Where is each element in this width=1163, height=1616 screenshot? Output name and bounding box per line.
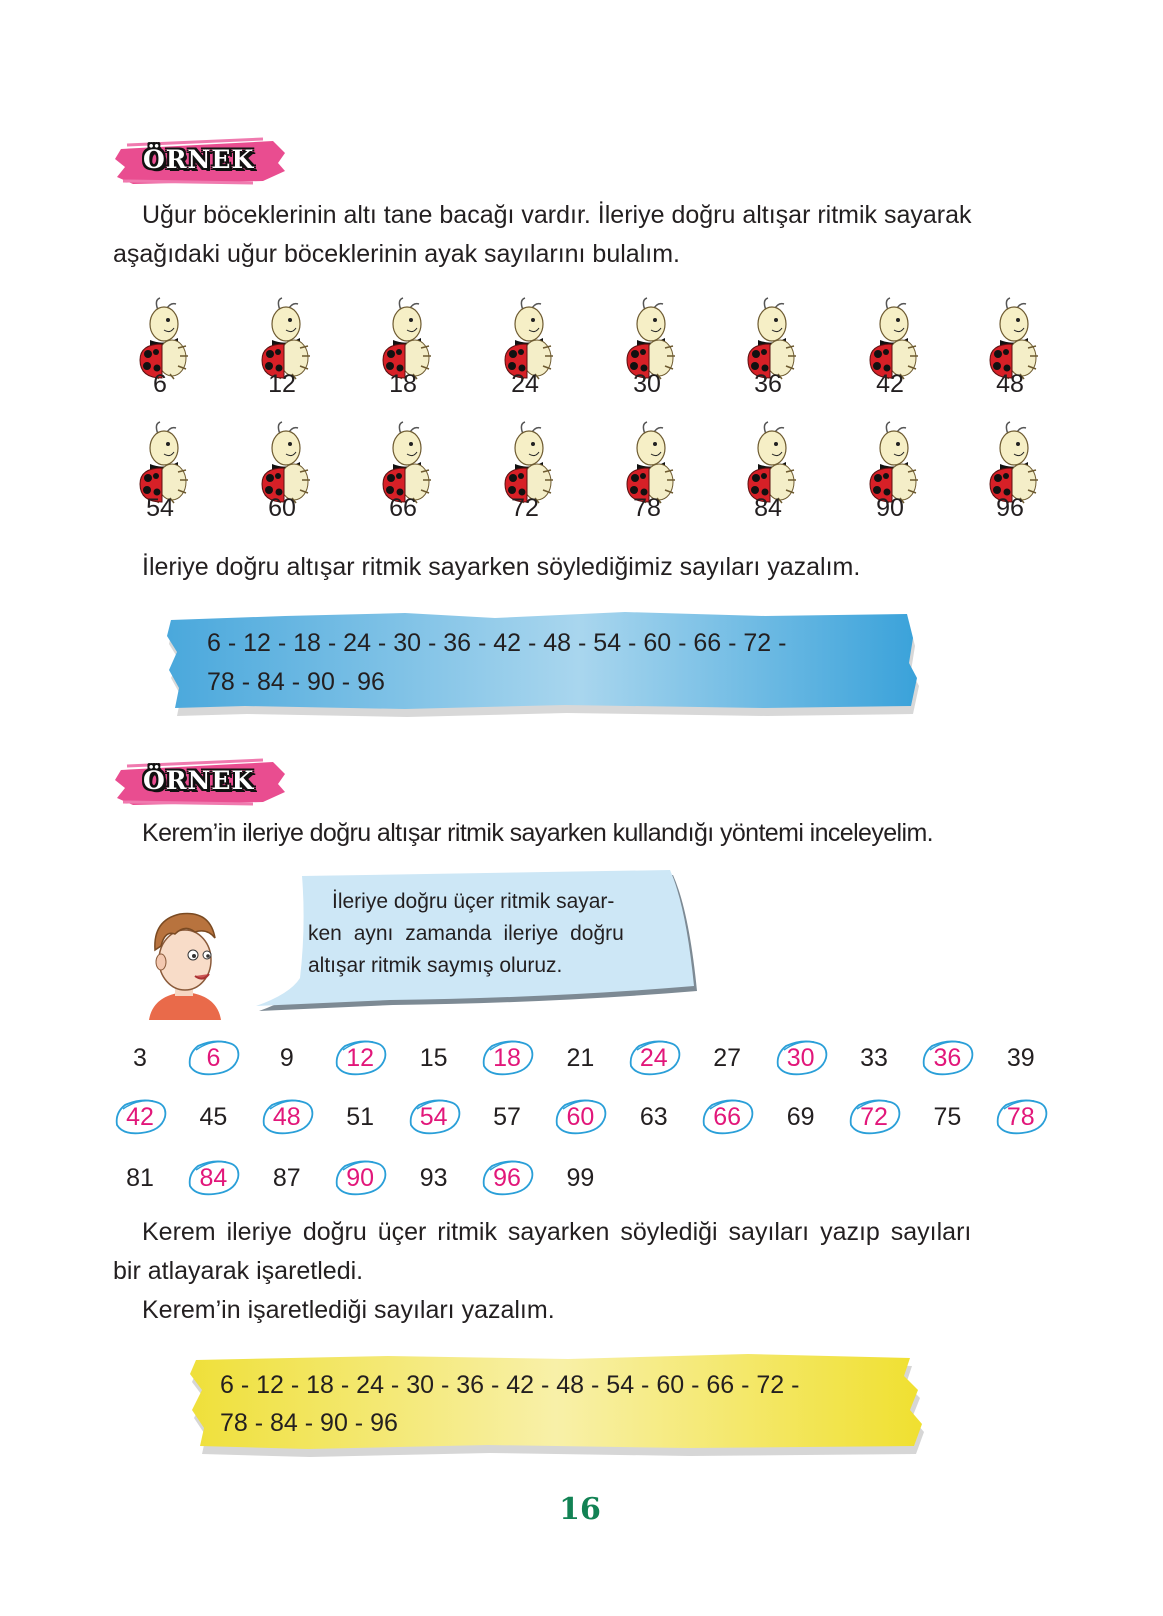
page-number: 16	[559, 1492, 601, 1527]
circled-number: 30	[771, 1043, 831, 1073]
explanation-line: bir atlayarak işaretledi.	[113, 1257, 364, 1285]
number: 27	[713, 1044, 742, 1072]
circled-number: 84	[183, 1163, 243, 1193]
number: 39	[1006, 1044, 1035, 1072]
circled-number: 60	[550, 1102, 610, 1132]
number: 57	[493, 1103, 521, 1131]
number: 15	[419, 1044, 448, 1072]
number: 99	[566, 1164, 595, 1192]
circled-number: 96	[477, 1163, 537, 1193]
number: 69	[786, 1103, 815, 1131]
ladybug-icon	[134, 296, 190, 380]
yellow-answer-box	[188, 1350, 928, 1458]
ladybug-leg-count: 42	[876, 370, 904, 398]
circled-number: 42	[110, 1102, 170, 1132]
number: 75	[933, 1103, 962, 1131]
intro-paragraph-1	[113, 196, 972, 274]
ladybug-leg-count: 30	[633, 370, 661, 398]
circled-number: 66	[697, 1102, 757, 1132]
ladybug-leg-count: 96	[996, 494, 1024, 522]
circled-number: 12	[330, 1043, 390, 1073]
speech-line: altışar ritmik saymış oluruz.	[308, 954, 563, 977]
ladybug-icon	[984, 420, 1040, 504]
explanation-line: Kerem ileriye doğru üçer ritmik sayarken söylediği sayıları yazıp sayıları	[142, 1218, 972, 1246]
prompt-2: Kerem’in işaretlediği sayıları yazalım.	[142, 1296, 555, 1324]
number: 63	[639, 1103, 668, 1131]
ladybug-icon	[134, 420, 190, 504]
answer-line: 6 - 12 - 18 - 24 - 30 - 36 - 42 - 48 - 54 - 60 - 66 - 72 -	[207, 629, 787, 657]
explanation-paragraph	[113, 1213, 971, 1291]
ladybug-leg-count: 6	[153, 370, 167, 398]
badge-label: ÖRNEK	[143, 766, 255, 795]
intro-line: Uğur böceklerinin altı tane bacağı vardır. İleriye doğru altışar ritmik sayarak	[142, 201, 972, 229]
number: 81	[126, 1164, 154, 1192]
ladybug-icon	[742, 420, 798, 504]
ladybug-icon	[377, 420, 433, 504]
number: 45	[199, 1103, 228, 1131]
prompt-1: İleriye doğru altışar ritmik sayarken söylediğimiz sayıları yazalım.	[142, 553, 861, 581]
number: 33	[860, 1044, 888, 1072]
speech-line: İleriye doğru üçer ritmik sayar-	[332, 890, 615, 913]
badge-label: ÖRNEK	[143, 145, 255, 174]
circled-number: 90	[330, 1163, 390, 1193]
circled-number: 78	[991, 1102, 1051, 1132]
ornek-badge-1	[113, 137, 283, 185]
ladybug-leg-count: 84	[754, 494, 782, 522]
answer-line: 78 - 84 - 90 - 96	[220, 1409, 398, 1437]
intro-line: aşağıdaki uğur böceklerinin ayak sayılarını bulalım.	[113, 240, 680, 268]
ladybug-icon	[499, 296, 555, 380]
ladybug-icon	[621, 420, 677, 504]
ladybug-icon	[984, 296, 1040, 380]
speech-bubble	[250, 866, 700, 1016]
ladybug-leg-count: 72	[511, 494, 539, 522]
number: 51	[346, 1103, 375, 1131]
ladybug-leg-count: 78	[633, 494, 661, 522]
ladybug-leg-count: 18	[389, 370, 417, 398]
circled-number: 6	[183, 1043, 243, 1073]
boy-illustration	[135, 900, 235, 1020]
number: 21	[566, 1044, 595, 1072]
number: 9	[279, 1044, 294, 1072]
circled-number: 18	[477, 1043, 537, 1073]
ladybug-leg-count: 24	[511, 370, 539, 398]
answer-line: 6 - 12 - 18 - 24 - 30 - 36 - 42 - 48 - 54 - 60 - 66 - 72 -	[220, 1371, 800, 1399]
ladybug-leg-count: 54	[146, 494, 174, 522]
ladybug-icon	[864, 296, 920, 380]
number: 93	[419, 1164, 448, 1192]
ladybug-leg-count: 60	[268, 494, 296, 522]
number: 87	[272, 1164, 301, 1192]
circled-number: 36	[917, 1043, 977, 1073]
circled-number: 24	[624, 1043, 684, 1073]
intro-paragraph-2: Kerem’in ileriye doğru altışar ritmik sayarken kullandığı yöntemi inceleyelim.	[142, 819, 934, 847]
circled-number: 48	[257, 1102, 317, 1132]
circled-number: 54	[404, 1102, 464, 1132]
ladybug-icon	[864, 420, 920, 504]
ornek-badge-2	[113, 758, 283, 806]
number: 3	[133, 1044, 147, 1072]
circled-number: 72	[844, 1102, 904, 1132]
ladybug-icon	[256, 296, 312, 380]
ladybug-leg-count: 36	[754, 370, 782, 398]
speech-line: ken aynı zamanda ileriye doğru	[308, 922, 624, 945]
ladybug-icon	[499, 420, 555, 504]
ladybug-icon	[377, 296, 433, 380]
ladybug-icon	[256, 420, 312, 504]
ladybug-leg-count: 66	[389, 494, 417, 522]
blue-answer-box	[165, 608, 925, 718]
ladybug-leg-count: 48	[996, 370, 1024, 398]
ladybug-leg-count: 90	[876, 494, 904, 522]
ladybug-leg-count: 12	[268, 370, 296, 398]
ladybug-icon	[621, 296, 677, 380]
ladybug-icon	[742, 296, 798, 380]
answer-line: 78 - 84 - 90 - 96	[207, 668, 385, 696]
